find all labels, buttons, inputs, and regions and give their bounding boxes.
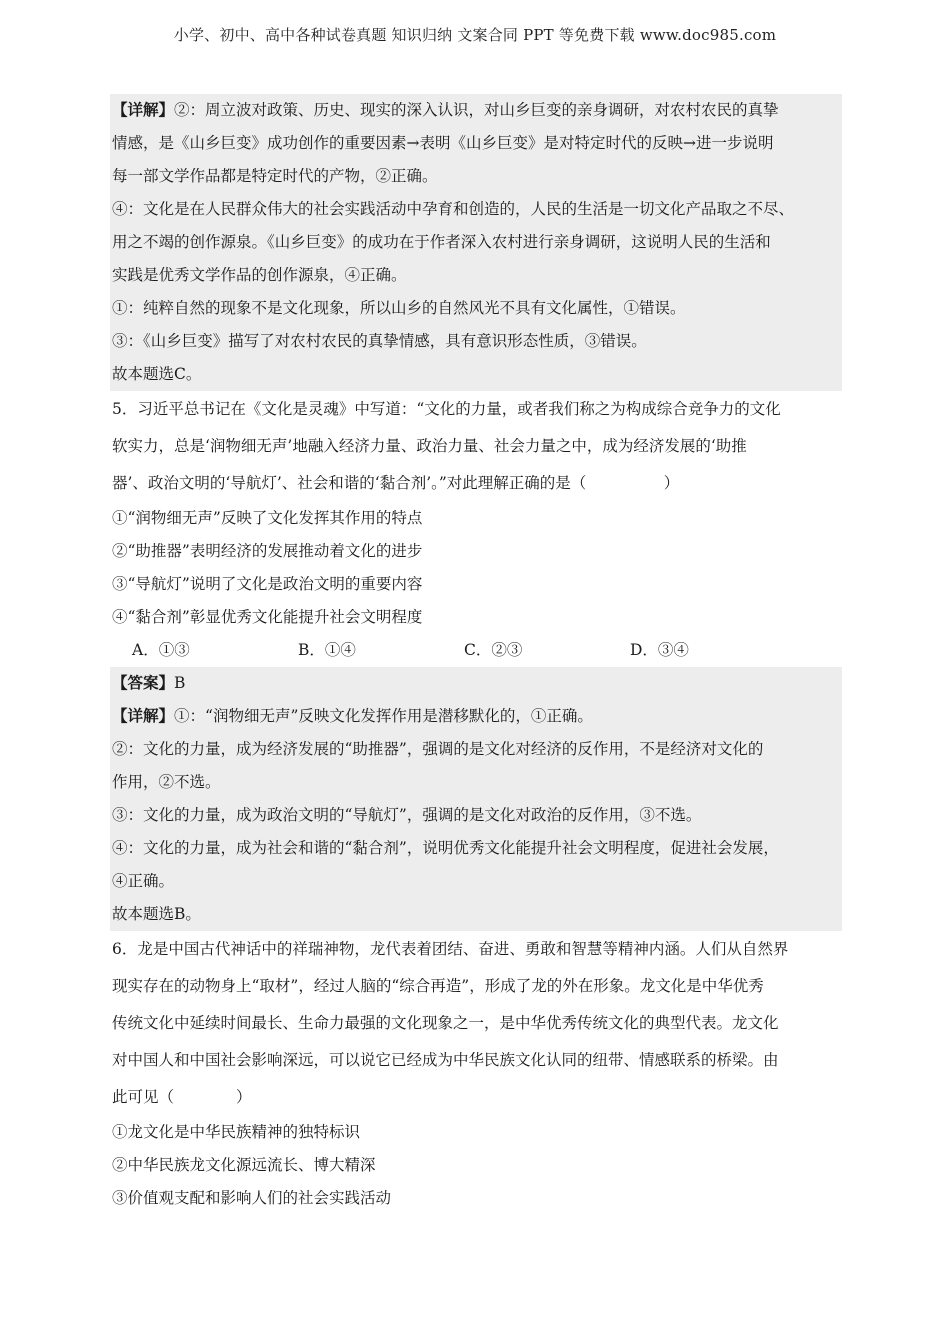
question-stem-line: 此可见（ ）: [112, 1088, 252, 1106]
statement-option: ③价值观支配和影响人们的社会实践活动: [112, 1189, 392, 1207]
q5-explanation-line: ②：文化的力量，成为经济发展的“助推器”，强调的是文化对经济的反作用，不是经济对文化的: [112, 740, 764, 758]
choice-c: C．②③: [464, 641, 523, 659]
question-6: [110, 931, 842, 1215]
statement-option: ①龙文化是中华民族精神的独特标识: [112, 1123, 361, 1141]
question-stem-line: 5．习近平总书记在《文化是灵魂》中写道：“文化的力量，或者我们称之为构成综合竞争力的文化: [112, 400, 781, 418]
answer-label: 【答案】: [112, 673, 175, 692]
answer-value: B: [174, 674, 186, 692]
statement-option: ④“黏合剂”彰显优秀文化能提升社会文明程度: [112, 608, 423, 626]
q5-explanation-line: 故本题选B。: [112, 905, 201, 923]
question-stem-line: 现实存在的动物身上“取材”，经过人脑的“综合再造”，形成了龙的外在形象。龙文化是中华优秀: [112, 977, 764, 995]
q4-explanation-line: 实践是优秀文学作品的创作源泉，④正确。: [112, 266, 407, 284]
statement-option: ②“助推器”表明经济的发展推动着文化的进步: [112, 542, 423, 560]
q5-explanation-line: 【详解】①：“润物细无声”反映文化发挥作用是潜移默化的，①正确。: [112, 706, 593, 725]
document-body: [110, 94, 842, 1215]
question-stem-line: 器’、政治文明的‘导航灯’、社会和谐的‘黏合剂’。”对此理解正确的是（ ）: [112, 474, 680, 492]
answer-choices: [110, 634, 842, 667]
question-stem-line: 传统文化中延续时间最长、生命力最强的文化现象之一，是中华优秀传统文化的典型代表。龙文化: [112, 1014, 779, 1032]
question-stem-line: 6．龙是中国古代神话中的祥瑞神物，龙代表着团结、奋进、勇敢和智慧等精神内涵。人们从自然界: [112, 940, 789, 958]
question-stem-line: 对中国人和中国社会影响深远，可以说它已经成为中华民族文化认同的纽带、情感联系的桥梁。由: [112, 1051, 779, 1069]
q5-explanation-line: ④正确。: [112, 872, 175, 890]
question-5: [110, 391, 842, 667]
answer-line: [110, 667, 842, 700]
q4-explanation: [110, 94, 842, 391]
q5-explanation-line: 作用，②不选。: [112, 773, 221, 791]
q4-explanation-line: 用之不竭的创作源泉。《山乡巨变》的成功在于作者深入农村进行亲身调研，这说明人民的生活和: [112, 233, 771, 251]
q4-explanation-line: ④：文化是在人民群众伟大的社会实践活动中孕育和创造的，人民的生活是一切文化产品取之不尽、: [112, 200, 795, 218]
q5-explanation-line: ③：文化的力量，成为政治文明的“导航灯”，强调的是文化对政治的反作用，③不选。: [112, 806, 702, 824]
choice-d: D．③④: [630, 641, 689, 659]
q4-explanation-line: 故本题选C。: [112, 365, 202, 383]
q4-explanation-line: ①：纯粹自然的现象不是文化现象，所以山乡的自然风光不具有文化属性，①错误。: [112, 299, 686, 317]
statement-option: ①“润物细无声”反映了文化发挥其作用的特点: [112, 509, 423, 527]
explanation-label: 【详解】: [112, 100, 175, 119]
q4-explanation-line: 情感，是《山乡巨变》成功创作的重要因素→表明《山乡巨变》是对特定时代的反映→进一步说明: [112, 134, 774, 152]
statement-option: ②中华民族龙文化源远流长、博大精深: [112, 1156, 376, 1174]
q5-answer-explanation: [110, 667, 842, 931]
q4-explanation-line: ③：《山乡巨变》描写了对农村农民的真挚情感，具有意识形态性质，③错误。: [112, 332, 647, 350]
choice-b: B．①④: [298, 641, 356, 659]
q4-explanation-line: 每一部文学作品都是特定时代的产物，②正确。: [112, 167, 438, 185]
page-header: 小学、初中、高中各种试卷真题 知识归纳 文案合同 PPT 等免费下载 www.doc985.com: [173, 26, 777, 44]
statement-option: ③“导航灯”说明了文化是政治文明的重要内容: [112, 575, 423, 593]
choice-a: A．①③: [132, 641, 190, 659]
q4-explanation-line: 【详解】②：周立波对政策、历史、现实的深入认识，对山乡巨变的亲身调研，对农村农民的真挚: [112, 100, 779, 119]
q5-explanation-line: ④：文化的力量，成为社会和谐的“黏合剂”，说明优秀文化能提升社会文明程度，促进社会发展，: [112, 839, 779, 857]
explanation-label: 【详解】: [112, 706, 175, 725]
question-stem-line: 软实力，总是‘润物细无声’地融入经济力量、政治力量、社会力量之中，成为经济发展的‘助推: [112, 437, 747, 455]
